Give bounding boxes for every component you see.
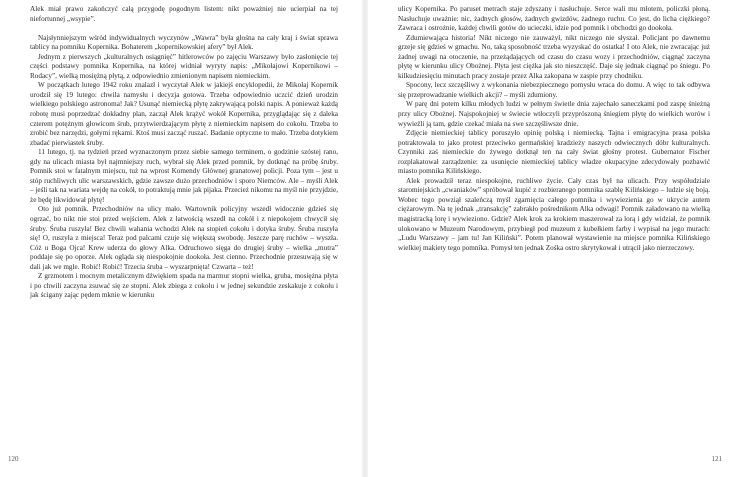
paragraph: ulicy Kopernika. Po paruset metrach staje zdyszany i nasłuchuje. Serce wali mu młotem, policzki płoną. Nasłuchuje uważnie: nic, żadnych głosów, żadnych gwizdów, żadnego ruchu. Co jest, do licha ciężkiego? Zawraca i ostrożnie, każdej chwili gotów do ucieczki, idzie pod pomnik i obchodzi go dookoła. [398, 5, 710, 33]
paragraph: W parę dni potem kilku młodych ludzi w pełnym świetle dnia zajechało saneczkami pod zaspę śnieżną przy ulicy Obożnej. Najspokojniej w świecie wtłoczyli przyprószoną śniegiem płytę do wielkich worów i wywieźli ją tam, gdzie czekać miała na swe szczęśliwsze dnie. [398, 100, 710, 128]
paragraph: Alek prowadził teraz niespokojne, ruchliwe życie. Cały czas był na ulicach. Przy współudziale staromiejskich „cwaniaków” spróbował kupić z rozbieranego pomnika szablę Kilińskiego – ludzie się boją. Wobec tego powziął szaleńczą myśl zgarnięcia całego pomnika i wywiezienia go w ukrycie autem ciężarowym. Na tę jednak „transakcję” zabrakło pośrednikom Alka odwagi! Pomnik załadowano na wielką magistracką lorę i wywieziono. Gdzie? Alek krok za krokiem maszerował za lorą i gdy widział, że pomnik ulokowano w Muzeum Narodowym, przybiegł pod muzeum z kubełkiem farby i wypisał na jego murach: „Ludu Warszawy – jam tu! Jan Kiliński”. Potem planował wystawienie na miejsce pomnika Kilińskiego wielkiej makiety tego pomnika. Pomysł ten jednak Zośka ostro skrytykował i utrącił jako nierzeczowy. [398, 176, 710, 252]
page-number-left: 120 [8, 455, 19, 463]
paragraph: Oto już pomnik. Przechodniów na ulicy mało. Wartownik policyjny wszedł widocznie gdzieś się ogrzać, bo nikt nie stoi przed wejściem. Alek z łatwością wszedł na cokół i z niepokojem chwycił się śruby. Śruba ruszyła! Bez chwili wahania wchodzi Alek na stopień cokołu i dotyka śruby. Śruba ruszyła się! O, ruszyła z miejsca! Teraz pod palcami czuje się większą swobodę. Jeszcze parę ruchów – wyszła. Cóż u Boga Ojca! Krew uderza do głowy Alka. Odruchowo sięga do drugiej śruby – wielka „mutra” poddaje się po oporze. Alek ogląda się niespokojnie dookoła. Jest cienno. Przechodnie przesuwają się w dali jak we mgle. Robić! Robić! Trzecia śruba – wyszarpnięta! Czwarta – też! [30, 205, 338, 271]
paragraph: Zdjęcie niemieckiej tablicy poruszyło opinię polską i niemiecką. Tajna i emigracyjna prasa polska potraktowała to jako protest przeciwko germańskiej kradzieży naszych odwiecznych dóbr kulturalnych. Czynniki zaś niemieckie do żywego dotknął ten na cały świat głośny protest. Gubernator Fischer rozplakatował zarządzenie: za usunięcie niemieckiej tablicy władze okupacyjne zdecydowały pozbawić miasto pomnika Kilińskiego. [398, 129, 710, 176]
paragraph: Jednym z pierwszych „kulturalnych osiągnięć” hitlerowców po zajęciu Warszawy było zasłonięcie tej części podstawy pomnika Kopernika, na której widniał wyryty napis: „Mikołajowi Kopernikowi – Rodacy”, wielką mosiężną płytą, z odpowiednio zmienionym napisem niemieckim. [30, 52, 338, 80]
left-page-text [30, 5, 338, 301]
paragraph: W początkach lutego 1942 roku znalazł i wyczytał Alek w jakiejś encyklopedii, że Mikołaj Kopernik urodził się 19 lutego: chwila namysłu i decyzja gotowa. Trzeba odpowiednio uczcić dzień urodzin wielkiego polskiego astronoma! Jak? Usunąć niemiecką płytę zakrywającą polski napis. A ponieważ każdą robotę musi poprzedzać dokładny plan, zaczął Alek krążyć wokół Kopernika, przyglądając się z daleka czterem potężnym głowicom śrub, przytwierdzającym płytę z niemieckim napisem do cokołu. Trzeba to zrobić bez narzędzi, gołymi rękami. Ktoś musi zacząć ruszać. Badanie optyczne to mało. Trzeba dotykiem zbadać pierwiastek śruby. [30, 81, 338, 147]
paragraph: Najsłynniejszym wśród indywidualnych wyczynów „Wawra” była głośna na cały kraj i świat sprawa tablicy na pomniku Kopernika. Bohaterem „kopernikowskiej afery” był Alek. [30, 33, 338, 52]
left-page [0, 0, 362, 477]
right-page-text [398, 5, 710, 253]
paragraph: Alek miał prawo zakończyć całą przygodę pogodnym listem: nikt poważniej nie ucierpiał na tej niefortunnej „wsypie”. [30, 5, 338, 23]
paragraph: Z grzmotem i mocnym metalicznym dźwiękiem spada na marmur stopni wielka, gruba, mosiężna płyta i po chwili zaczyna zsuwać się ze stopni. Alek zbiega z cokołu i w jednej sekundzie zeskakuje z cokołu i jak ścigany zając pędem mknie w kierunku [30, 272, 338, 300]
paragraph: 11 lutego, tj. na tydzień przed wyznaczonym przez siebie samego terminem, o godzinie szóstej rano, gdy na ulicach miasta był najmniejszy ruch, wybrał się Alek przed pomnik, by dotknąć na próbę śruby. Pomnik stoi w fatalnym miejscu, tuż na wprost Komendy Głównej granatowej policji. Poza tym – jest u stóp ruchliwych ulic warszawskich, gdzie zawsze dużo przechodniów i sporo Niemców. Ale – myśli Alek – jeśli tak na wariata wejdę na cokół, to potraktują mnie jak pijaka. Przecież nikomu na myśl nie przyjdzie, że będę likwidował płytę! [30, 148, 338, 204]
right-page [368, 0, 730, 477]
paragraph: Zdumiewająca historia! Nikt niczego nie zauważył, nikt niczego nie słyszał. Policjant po dawnemu grzeje się gdzieś w gmachu. No, taką sposobność trzeba wyzyskać do ostatka! I oto Alek, nie zwracając już żadnej uwagi na otoczenie, na przeżądających od czasu do czasu wozy i przechodniów, ciągnąć zaczyna płytę w kierunku ulicy Obożnej. Płyta jest ciężka jak sto nieszczęść. Daje się jednak ciągnąć po śniegu. Po kilkudziesięciu minutach pracy zostaje przez Alka zakopana w zaspie przy chodniku. [398, 33, 710, 80]
paragraph: Spocony, lecz szczęśliwy z wykonania niebezpiecznego pomysłu wraca do domu. A więc to tak odbywa się przeprowadzanie wielkich akcji? – myśli zdumiony. [398, 81, 710, 99]
page-number-right: 121 [711, 455, 722, 463]
